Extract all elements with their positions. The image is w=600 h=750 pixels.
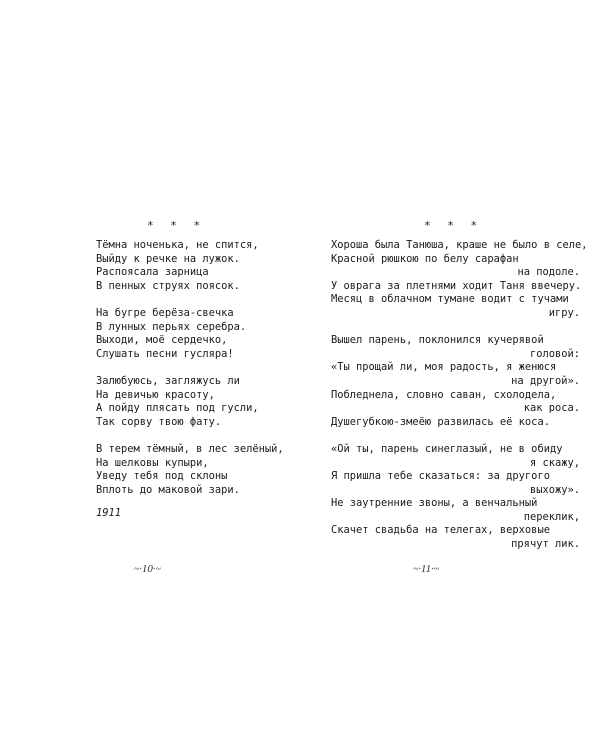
- poem-line: Так сорву твою фату.: [96, 415, 222, 428]
- poem-line-continuation: на подоле.: [517, 266, 580, 279]
- ornament-right-icon: ·~: [431, 564, 440, 575]
- poem-line-continuation: я скажу,: [529, 456, 580, 469]
- stanza-separator: * * *: [147, 219, 206, 232]
- ornament-left-icon: ~·: [134, 564, 142, 575]
- poem-line-continuation: переклик,: [523, 510, 580, 523]
- poem-text: [331, 239, 588, 552]
- stanza-separator: * * *: [424, 219, 483, 232]
- poem-line: Хороша была Танюша, краше не было в селе,: [331, 239, 588, 251]
- page-number-value: 10: [141, 563, 153, 575]
- poem-line: Я пришла тебе сказаться: за другого: [331, 470, 550, 483]
- poem-line-continuation: выхожу».: [529, 483, 580, 496]
- page-number-value: 11: [420, 563, 432, 575]
- poem-line: В лунных перьях серебра.: [96, 320, 247, 333]
- page-number: [134, 563, 161, 575]
- poem-line: «Ой ты, парень синеглазый, не в обиду: [331, 442, 563, 455]
- poem-line-continuation: прячут лик.: [511, 538, 580, 551]
- poem-line: А пойду плясать под гусли,: [96, 402, 259, 415]
- poem-line: В терем тёмный, в лес зелёный,: [96, 442, 284, 455]
- poem-text: [96, 239, 286, 521]
- ornament-left-icon: ~·: [413, 564, 421, 575]
- poem-line: Залюбуюсь, загляжусь ли: [96, 374, 240, 387]
- poem-line-continuation: головой:: [529, 347, 580, 360]
- poem-line: У оврага за плетнями ходит Таня ввечеру.: [331, 279, 582, 292]
- poem-date: 1911: [96, 507, 122, 520]
- poem-line: Выйду к речке на лужок.: [96, 252, 240, 265]
- poem-line: Распоясала зарница: [96, 266, 209, 279]
- poem-line: На девичью красоту,: [96, 388, 215, 401]
- page-number: [413, 563, 439, 575]
- poem-line: Вышел парень, поклонился кучерявой: [331, 334, 544, 347]
- poem-line: Уведу тебя под склоны: [96, 470, 228, 483]
- poem-line: Тёмна ноченька, не спится,: [96, 239, 259, 251]
- poem-line-continuation: игру.: [548, 306, 580, 319]
- poem-line-continuation: как роса.: [523, 402, 580, 415]
- poem-line: На бугре берёза-свечка: [96, 306, 234, 319]
- poem-line: Слушать песни гусляра!: [96, 347, 234, 360]
- ornament-right-icon: ·~: [152, 564, 161, 575]
- poem-line-continuation: на другой».: [511, 374, 580, 387]
- poem-line: «Ты прощай ли, моя радость, я женюся: [331, 361, 557, 374]
- poem-line: Выходи, моё сердечко,: [96, 334, 228, 347]
- poem-line: Скачет свадьба на телегах, верховые: [331, 524, 550, 537]
- poem-line: Месяц в облачном тумане водит с тучами: [331, 293, 569, 306]
- poem-line: Красной рюшкою по белу сарафан: [331, 252, 519, 265]
- poem-line: Побледнела, словно саван, схолодела,: [331, 388, 557, 401]
- poem-line: В пенных струях поясок.: [96, 279, 240, 292]
- poem-line: Не заутренние звоны, а венчальный: [331, 497, 538, 510]
- right-page: [300, 0, 600, 750]
- poem-line: На шелковы купыри,: [96, 456, 209, 469]
- poem-line: Вплоть до маковой зари.: [96, 483, 240, 496]
- poem-line: Душегубкою-змеёю развилась её коса.: [331, 415, 550, 428]
